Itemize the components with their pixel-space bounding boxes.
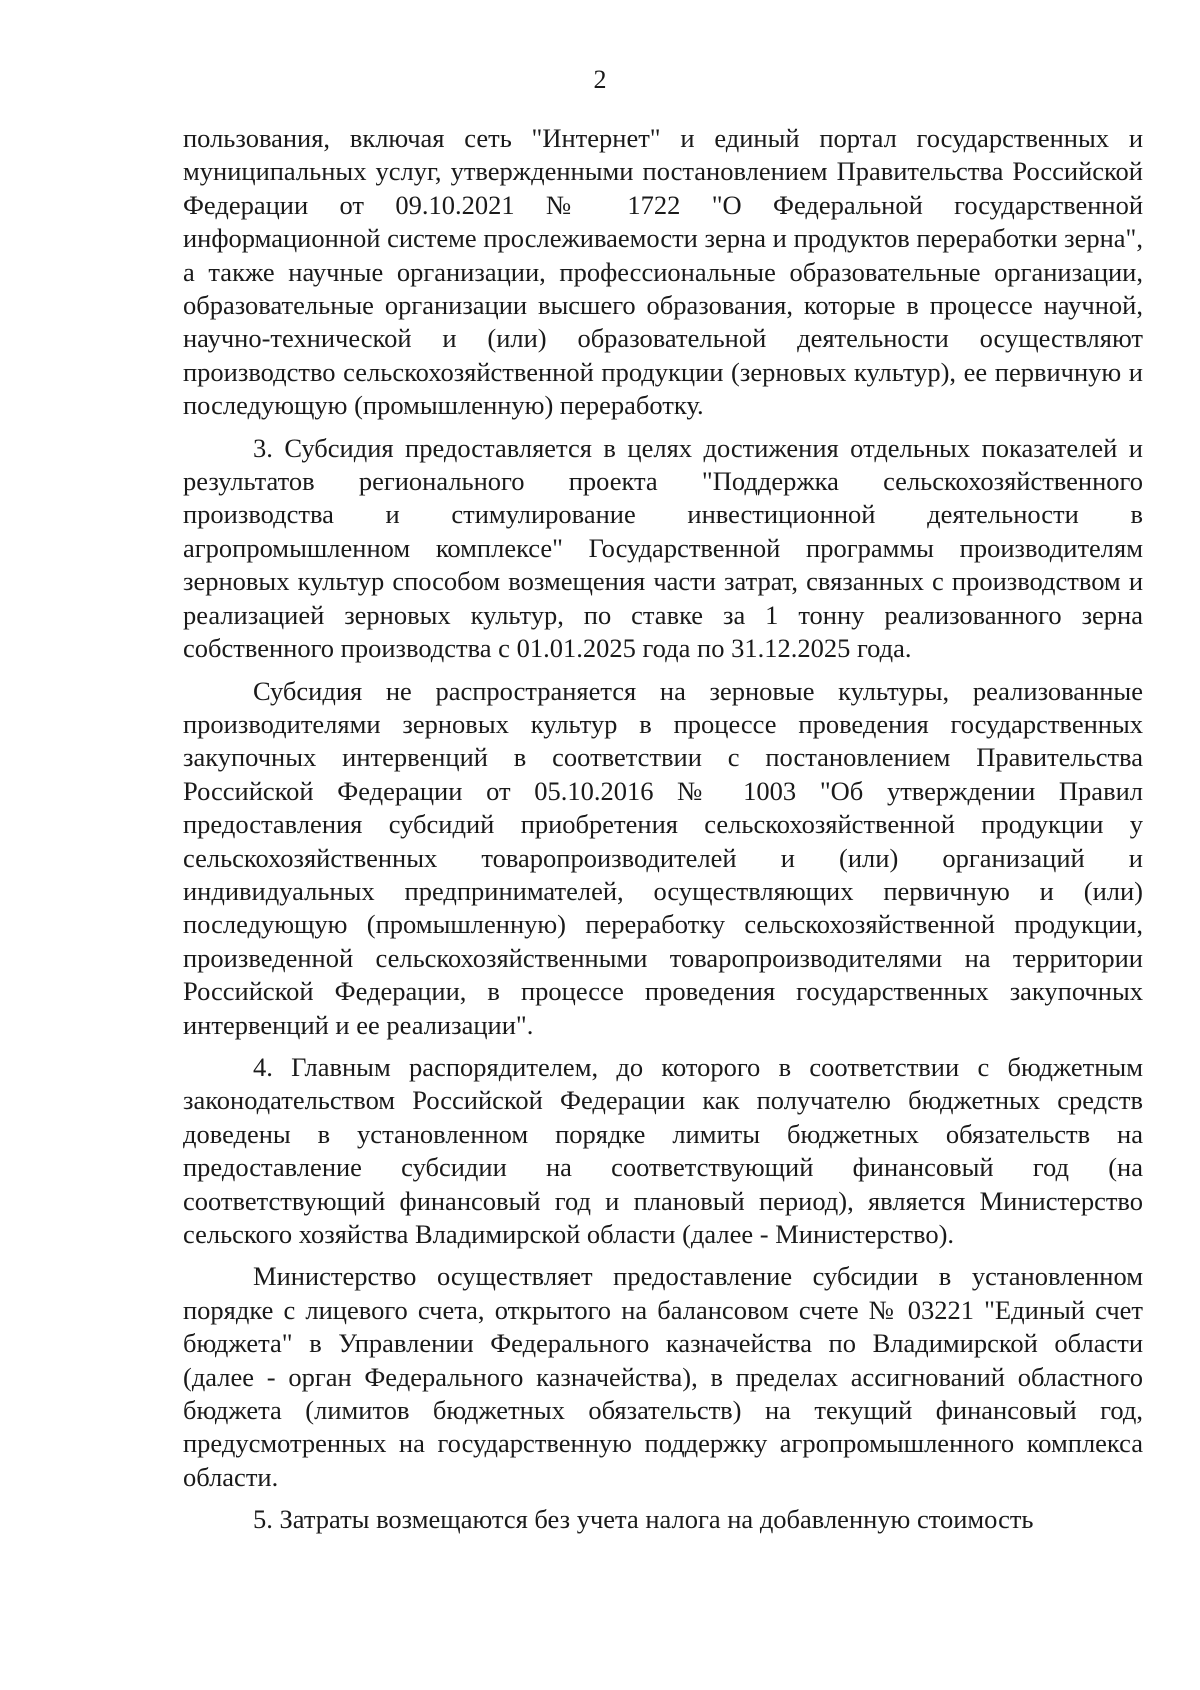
paragraph-item-4: 4. Главным распорядителем, до которого в соответствии с бюджетным законодательством Российской Федерации как получателю бюджетных средств доведены в установленном порядке лимиты бюджетных обязательств на предоставление субсидии на соответствующий финансовый год (на соответствующий финансовый год и плановый период), является Министерство сельского хозяйства Владимирской области (далее - Министерство).: [183, 1051, 1143, 1249]
document-body: [183, 122, 1143, 1537]
paragraph-ministry-payment: Министерство осуществляет предоставление субсидии в установленном порядке с лицевого счета, открытого на балансовом счете № 03221 "Единый счет бюджета" в Управлении Федерального казначейства по Владимирской области (далее - орган Федерального казначейства), в пределах ассигнований областного бюджета (лимитов бюджетных обязательств) на текущий финансовый год, предусмотренных на государственную поддержку агропромышленного комплекса области.: [183, 1261, 1143, 1492]
paragraph-item-3: 3. Субсидия предоставляется в целях достижения отдельных показателей и результатов регионального проекта "Поддержка сельскохозяйственного производства и стимулирование инвестиционной деятельности в агропромышленном комплексе" Государственной программы производителям зерновых культур способом возмещения части затрат, связанных с производством и реализацией зерновых культур, по ставке за 1 тонну реализованного зерна собственного производства с 01.01.2025 года по 31.12.2025 года.: [183, 432, 1143, 664]
paragraph-subsidy-exclusion: Субсидия не распространяется на зерновые культуры, реализованные производителями зерновых культур в процессе проведения государственных закупочных интервенций в соответствии с постановлением Правительства Российской Федерации от 05.10.2016 № 1003 "Об утверждении Правил предоставления субсидий приобретения сельскохозяйственной продукции у сельскохозяйственных товаропроизводителей и (или) организаций и индивидуальных предпринимателей, осуществляющих первичную и (или) последующую (промышленную) переработку сельскохозяйственной продукции, произведенной сельскохозяйственными товаропроизводителями на территории Российской Федерации, в процессе проведения государственных закупочных интервенций и ее реализации".: [183, 675, 1143, 1040]
paragraph-item-5: 5. Затраты возмещаются без учета налога на добавленную стоимость: [253, 1504, 1034, 1535]
paragraph-continuation: пользования, включая сеть "Интернет" и единый портал государственных и муниципальных услуг, утвержденными постановлением Правительства Российской Федерации от 09.10.2021 № 1722 "О Федеральной государственной информационной системе прослеживаемости зерна и продуктов переработки зерна", а также научные организации, профессиональные образовательные организации, образовательные организации высшего образования, которые в процессе научной, научно-технической и (или) образовательной деятельности осуществляют производство сельскохозяйственной продукции (зерновых культур), ее первичную и последующую (промышленную) переработку.: [183, 123, 1143, 421]
page-number: 2: [593, 65, 607, 94]
